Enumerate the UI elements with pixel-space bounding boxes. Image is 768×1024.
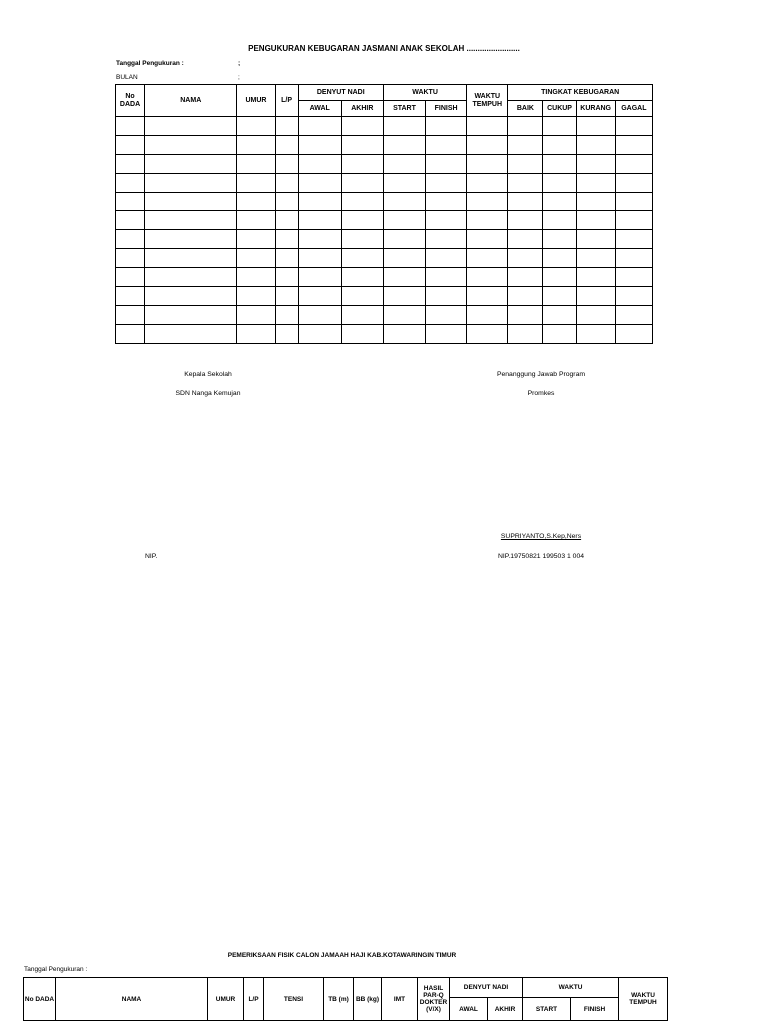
table-cell [576, 230, 615, 249]
table-cell [615, 249, 652, 268]
table-cell [426, 230, 467, 249]
table-cell [383, 268, 425, 287]
table-row [116, 135, 653, 154]
table-row [116, 305, 653, 324]
table-cell [275, 287, 298, 306]
table-cell [576, 211, 615, 230]
table-cell [615, 211, 652, 230]
form2-title: PEMERIKSAAN FISIK CALON JAMAAH HAJI KAB.KOTAWARINGIN TIMUR [227, 952, 457, 959]
table-cell [615, 268, 652, 287]
table-cell [116, 268, 145, 287]
table-cell [426, 154, 467, 173]
table-cell [615, 287, 652, 306]
fitness-table [115, 84, 653, 344]
header-cukup: CUKUP [543, 101, 576, 117]
table-cell [426, 268, 467, 287]
table-cell [145, 154, 237, 173]
header-umur: UMUR [237, 85, 275, 117]
table-cell [467, 287, 508, 306]
table-cell [576, 117, 615, 136]
table-cell [237, 230, 275, 249]
form2-header-akhir: AKHIR [488, 998, 523, 1021]
table-cell [383, 324, 425, 343]
table-cell [467, 230, 508, 249]
form2-header-start: START [523, 998, 571, 1021]
table-cell [275, 268, 298, 287]
header-finish: FINISH [426, 101, 467, 117]
table-cell [275, 249, 298, 268]
table-cell [383, 211, 425, 230]
header-baik: BAIK [508, 101, 543, 117]
table-cell [426, 249, 467, 268]
table-cell [145, 268, 237, 287]
table-cell [116, 135, 145, 154]
table-cell [145, 135, 237, 154]
header-kurang: KURANG [576, 101, 615, 117]
table-cell [341, 305, 383, 324]
table-cell [383, 154, 425, 173]
form2-header-hasil: HASIL PAR-Q DOKTER (V/X) [418, 978, 450, 1021]
table-cell [275, 230, 298, 249]
table-row [116, 211, 653, 230]
table-cell [298, 173, 341, 192]
table-cell [275, 324, 298, 343]
left-signature-org: SDN Nanga Kemujan [175, 390, 241, 397]
table-cell [467, 268, 508, 287]
table-cell [275, 192, 298, 211]
table-cell [298, 135, 341, 154]
table-cell [576, 305, 615, 324]
table-cell [467, 173, 508, 192]
form2-header-imt: IMT [382, 978, 418, 1021]
table-cell [116, 173, 145, 192]
table-cell [341, 154, 383, 173]
table-cell [383, 287, 425, 306]
left-signature-nip: NIP. [145, 553, 158, 560]
header-tingkat-kebugaran: TINGKAT KEBUGARAN [508, 85, 653, 101]
table-cell [543, 230, 576, 249]
table-cell [508, 154, 543, 173]
table-body [116, 117, 653, 344]
table-cell [237, 192, 275, 211]
table-cell [467, 211, 508, 230]
table-cell [467, 324, 508, 343]
table-cell [341, 268, 383, 287]
table-cell [543, 268, 576, 287]
table-cell [508, 135, 543, 154]
table-cell [467, 154, 508, 173]
table-cell [508, 249, 543, 268]
table-cell [237, 173, 275, 192]
table-cell [116, 287, 145, 306]
table-cell [615, 154, 652, 173]
table-cell [467, 249, 508, 268]
table-cell [508, 268, 543, 287]
table-cell [275, 173, 298, 192]
table-cell [341, 211, 383, 230]
bulan-label: BULAN [116, 74, 138, 81]
table-cell [467, 135, 508, 154]
table-cell [426, 117, 467, 136]
table-cell [426, 135, 467, 154]
table-cell [341, 192, 383, 211]
table-cell [383, 249, 425, 268]
table-cell [341, 135, 383, 154]
form2-header-no-dada: No DADA [24, 978, 56, 1021]
table-cell [426, 324, 467, 343]
table-cell [145, 287, 237, 306]
left-signature-title: Kepala Sekolah [184, 371, 232, 378]
table-cell [237, 287, 275, 306]
table-cell [543, 154, 576, 173]
form2-tanggal-label: Tanggal Pengukuran : [24, 966, 88, 973]
table-cell [116, 249, 145, 268]
table-cell [508, 324, 543, 343]
table-cell [237, 211, 275, 230]
right-signature-nip: NIP.19750821 199503 1 004 [497, 553, 585, 560]
table-row [116, 230, 653, 249]
form2-header-row-top [24, 978, 668, 998]
table-cell [341, 324, 383, 343]
table-cell [237, 154, 275, 173]
form2-header-finish: FINISH [571, 998, 619, 1021]
table-cell [576, 173, 615, 192]
table-row [116, 173, 653, 192]
table-cell [275, 154, 298, 173]
table-cell [275, 305, 298, 324]
table-cell [275, 135, 298, 154]
form2-header-waktu-tempuh: WAKTU TEMPUH [619, 978, 668, 1021]
right-signature-title: Penanggung Jawab Program [496, 371, 586, 378]
table-cell [543, 211, 576, 230]
table-cell [426, 173, 467, 192]
header-nama: NAMA [145, 85, 237, 117]
table-cell [467, 305, 508, 324]
table-cell [145, 305, 237, 324]
table-cell [341, 117, 383, 136]
table-cell [383, 135, 425, 154]
form2-header-bb: BB (kg) [354, 978, 382, 1021]
table-cell [298, 154, 341, 173]
header-gagal: GAGAL [615, 101, 652, 117]
table-cell [145, 192, 237, 211]
table-row [116, 287, 653, 306]
form2-header-awal: AWAL [450, 998, 488, 1021]
table-cell [467, 117, 508, 136]
header-start: START [383, 101, 425, 117]
table-cell [615, 135, 652, 154]
header-waktu-tempuh: WAKTU TEMPUH [467, 85, 508, 117]
right-signature-org: Promkes [527, 390, 555, 397]
table-cell [576, 154, 615, 173]
table-cell [383, 305, 425, 324]
table-cell [576, 268, 615, 287]
table-cell [426, 305, 467, 324]
table-cell [298, 324, 341, 343]
table-cell [341, 287, 383, 306]
table-cell [116, 192, 145, 211]
table-cell [116, 117, 145, 136]
form2-header-lp: L/P [244, 978, 264, 1021]
table-cell [237, 268, 275, 287]
table-cell [543, 249, 576, 268]
table-cell [145, 324, 237, 343]
table-cell [543, 135, 576, 154]
table-cell [298, 268, 341, 287]
form2-header-denyut-nadi: DENYUT NADI [450, 978, 523, 998]
table-cell [508, 287, 543, 306]
table-cell [543, 324, 576, 343]
table-cell [508, 305, 543, 324]
table-cell [298, 230, 341, 249]
table-row [116, 324, 653, 343]
header-no-dada: No DADA [116, 85, 145, 117]
table-cell [145, 211, 237, 230]
table-cell [237, 117, 275, 136]
table-cell [383, 117, 425, 136]
form2-header-nama: NAMA [56, 978, 208, 1021]
table-cell [576, 287, 615, 306]
table-cell [543, 117, 576, 136]
form2-header-waktu: WAKTU [523, 978, 619, 998]
table-cell [508, 192, 543, 211]
table-row [116, 249, 653, 268]
table-cell [145, 173, 237, 192]
table-cell [298, 211, 341, 230]
table-cell [116, 211, 145, 230]
table-cell [383, 173, 425, 192]
form1-title: PENGUKURAN KEBUGARAN JASMANI ANAK SEKOLAH ........................ [248, 44, 520, 53]
table-cell [508, 230, 543, 249]
tanggal-separator: ; [238, 60, 241, 67]
table-cell [237, 135, 275, 154]
table-cell [237, 249, 275, 268]
table-cell [145, 230, 237, 249]
table-row [116, 117, 653, 136]
table-row [116, 192, 653, 211]
table-cell [543, 287, 576, 306]
table-cell [615, 230, 652, 249]
table-cell [237, 305, 275, 324]
table-row [116, 154, 653, 173]
table-cell [275, 117, 298, 136]
table-cell [426, 211, 467, 230]
table-cell [298, 249, 341, 268]
table-cell [508, 173, 543, 192]
table-cell [145, 117, 237, 136]
table-cell [116, 305, 145, 324]
table-cell [116, 154, 145, 173]
table-cell [543, 173, 576, 192]
table-cell [341, 230, 383, 249]
table-cell [275, 211, 298, 230]
table-cell [116, 324, 145, 343]
table-cell [298, 117, 341, 136]
form2-header-tb: TB (m) [324, 978, 354, 1021]
table-cell [298, 287, 341, 306]
table-cell [426, 287, 467, 306]
header-akhir: AKHIR [341, 101, 383, 117]
tanggal-label: Tanggal Pengukuran : [116, 60, 184, 67]
right-signature-name: SUPRIYANTO,S.Kep,Ners [500, 533, 582, 540]
table-cell [508, 211, 543, 230]
table-cell [615, 192, 652, 211]
table-cell [341, 249, 383, 268]
table-cell [576, 135, 615, 154]
header-row-top [116, 85, 653, 101]
table-cell [426, 192, 467, 211]
header-waktu: WAKTU [383, 85, 466, 101]
table-cell [298, 305, 341, 324]
table-cell [116, 230, 145, 249]
form2-header-tensi: TENSI [264, 978, 324, 1021]
hajj-exam-table [23, 977, 668, 1021]
table-cell [576, 192, 615, 211]
table-cell [615, 173, 652, 192]
table-cell [383, 192, 425, 211]
table-cell [543, 305, 576, 324]
table-cell [467, 192, 508, 211]
table-cell [615, 324, 652, 343]
header-awal: AWAL [298, 101, 341, 117]
header-denyut-nadi: DENYUT NADI [298, 85, 383, 101]
table-cell [145, 249, 237, 268]
table-cell [298, 192, 341, 211]
table-cell [508, 117, 543, 136]
table-cell [383, 230, 425, 249]
table-row [116, 268, 653, 287]
table-cell [576, 249, 615, 268]
table-cell [341, 173, 383, 192]
header-lp: L/P [275, 85, 298, 117]
table-cell [543, 192, 576, 211]
table-cell [615, 117, 652, 136]
table-cell [576, 324, 615, 343]
form2-header-umur: UMUR [208, 978, 244, 1021]
table-cell [615, 305, 652, 324]
bulan-separator: ; [238, 74, 240, 81]
table-cell [237, 324, 275, 343]
